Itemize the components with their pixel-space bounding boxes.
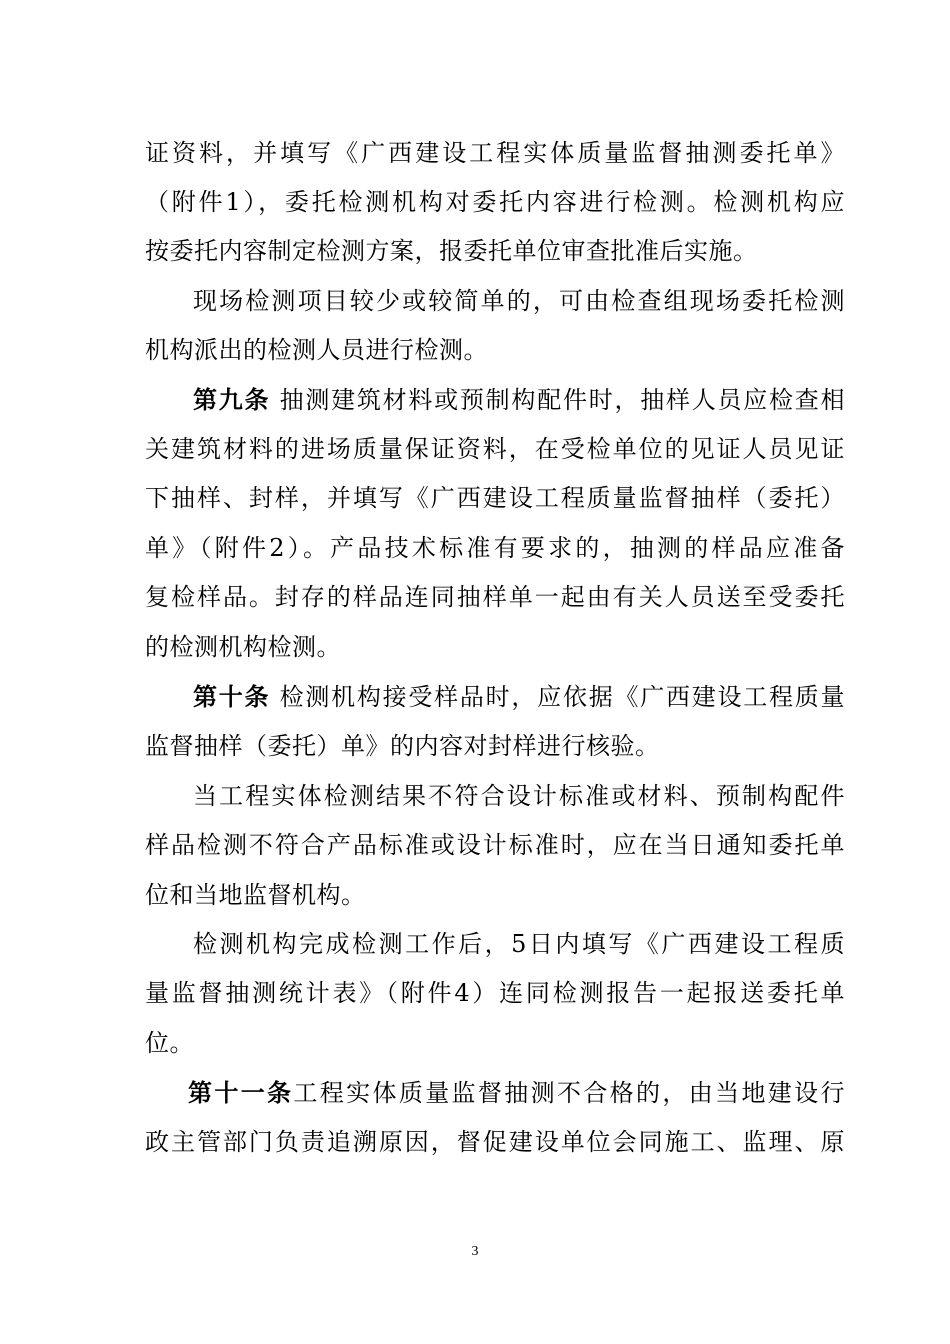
line-text: 工程实体质量监督抽测不合格的，由当地建设行 — [293, 1079, 846, 1107]
line-text: 政主管部门负责追溯原因，督促建设单位会同施工、监理、原 — [145, 1128, 845, 1156]
article-heading: 第九条 — [193, 385, 271, 414]
paragraph-line — [145, 138, 845, 168]
paragraph-line — [145, 731, 845, 761]
page-number: 3 — [471, 1244, 479, 1259]
paragraph-line — [193, 286, 845, 316]
line-text: 关建筑材料的进场质量保证资料，在受检单位的见证人员见证 — [145, 435, 845, 463]
paragraph-line — [193, 929, 845, 959]
article-9-line — [193, 385, 845, 415]
line-text: 检测机构接受样品时，应依据《广西建设工程质量 — [270, 683, 845, 711]
line-text: 检测机构完成检测工作后，5日内填写《广西建设工程质 — [193, 930, 845, 958]
line-text: 单》（附件2）。产品技术标准有要求的，抽测的样品应准备 — [145, 534, 845, 562]
line-text: 样品检测不符合产品标准或设计标准时，应在当日通知委托单 — [145, 831, 845, 859]
paragraph-line — [145, 335, 845, 365]
article-11-line — [188, 1078, 845, 1108]
line-text: 量监督抽测统计表》（附件4）连同检测报告一起报送委托单 — [145, 979, 845, 1007]
paragraph-line — [145, 483, 845, 513]
line-text: 位。 — [145, 1029, 194, 1057]
line-text: 按委托内容制定检测方案，报委托单位审查批准后实施。 — [145, 237, 758, 265]
paragraph-line — [145, 236, 845, 266]
paragraph-line — [145, 1028, 845, 1058]
line-text: 监督抽样（委托）单》的内容对封样进行核验。 — [145, 732, 660, 760]
paragraph-line — [145, 187, 845, 217]
paragraph-line — [145, 978, 845, 1008]
paragraph-line — [145, 880, 845, 910]
line-text: 机构派出的检测人员进行检测。 — [145, 336, 488, 364]
paragraph-line — [145, 582, 845, 612]
paragraph-line — [145, 830, 845, 860]
line-text: 位和当地监督机构。 — [145, 881, 366, 909]
line-text: 证资料，并填写《广西建设工程实体质量监督抽测委托单》 — [145, 139, 845, 167]
line-text: 现场检测项目较少或较简单的，可由检查组现场委托检测 — [193, 287, 845, 315]
line-text: 抽测建筑材料或预制构配件时，抽样人员应检查相 — [270, 386, 845, 414]
article-heading: 第十一条 — [188, 1078, 294, 1107]
line-text: 下抽样、封样，并填写《广西建设工程质量监督抽样（委托） — [145, 484, 845, 512]
paragraph-line — [145, 533, 845, 563]
article-heading: 第十条 — [193, 682, 271, 711]
paragraph-line — [145, 1127, 845, 1157]
paragraph-line — [145, 434, 845, 464]
article-10-line — [193, 682, 845, 712]
line-text: 当工程实体检测结果不符合设计标准或材料、预制构配件 — [193, 782, 845, 810]
paragraph-line — [193, 781, 845, 811]
line-text: （附件1），委托检测机构对委托内容进行检测。检测机构应 — [145, 188, 845, 216]
paragraph-line — [145, 632, 845, 662]
line-text: 的检测机构检测。 — [145, 633, 341, 661]
line-text: 复检样品。封存的样品连同抽样单一起由有关人员送至受委托 — [145, 583, 845, 611]
